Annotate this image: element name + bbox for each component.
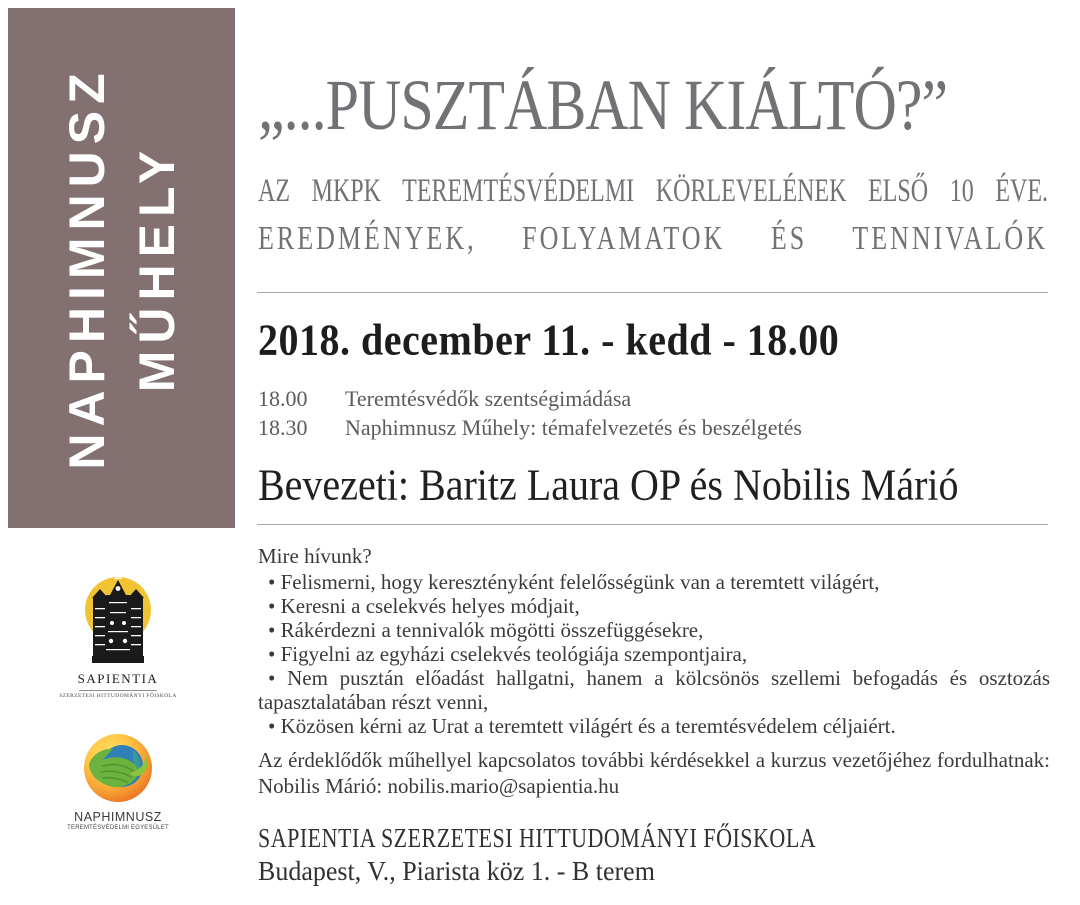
schedule: [258, 384, 1050, 442]
schedule-row: [258, 384, 1050, 413]
bullet-item: • Felismerni, hogy keresztényként felelősségünk van a teremtett világért,: [268, 570, 880, 594]
contact-text: Az érdeklődők műhellyel kapcsolatos további kérdésekkel a kurzus vezetőjéhez fordulhatnak: Nobilis Márió: nobilis.mario@sapientia.hu: [258, 748, 1050, 798]
schedule-time: 18.30: [258, 415, 308, 440]
sapientia-subtext: SZERZETESI HITTUDOMÁNYI FŐISKOLA: [59, 693, 177, 699]
sapientia-logo: [40, 568, 196, 699]
schedule-row: [258, 413, 1050, 442]
left-band: [8, 8, 235, 528]
naphimnusz-logo: [40, 733, 196, 831]
bullet-item: • Figyelni az egyházi cselekvés teológiája szempontjaira,: [268, 642, 748, 666]
band-title-line2: MŰHELY: [128, 143, 185, 393]
page-title: „...PUSZTÁBAN KIÁLTÓ?”: [258, 65, 948, 145]
presenters-line: Bevezeti: Baritz Laura OP és Nobilis Márió: [258, 459, 959, 510]
band-title-line1: NAPHIMNUSZ: [58, 66, 115, 470]
bullet-item: • Közösen kérni az Urat a teremtett világért és a teremtésvédelem céljaiért.: [268, 714, 896, 738]
subtitle-line1: AZ MKPK TEREMTÉSVÉDELMI KÖRLEVELÉNEK ELSŐ 10 ÉVE.: [258, 174, 1048, 210]
divider-top: [257, 292, 1048, 293]
sapientia-wordmark: SAPIENTIA: [77, 671, 159, 686]
naphimnusz-subtext: TEREMTÉSVÉDELMI EGYESÜLET: [67, 825, 169, 831]
bullet-item: • Nem pusztán előadást hallgatni, hanem a kölcsönös szellemi befogadás és osztozás tapasztalatában részt venni,: [258, 666, 1050, 714]
venue-address: Budapest, V., Piarista köz 1. - B terem: [258, 856, 655, 887]
divider-bottom: [257, 524, 1048, 525]
schedule-activity: Teremtésvédők szentségimádása: [345, 386, 632, 411]
sapientia-hairline: [79, 690, 157, 691]
invitation-heading: Mire hívunk?: [258, 544, 372, 568]
bullet-item: • Rákérdezni a tennivalók mögötti összefüggésekre,: [268, 618, 704, 642]
bullet-item: • Keresni a cselekvés helyes módjait,: [268, 594, 580, 618]
venue-name: SAPIENTIA SZERZETESI HITTUDOMÁNYI FŐISKOLA: [258, 822, 817, 854]
schedule-time: 18.00: [258, 386, 308, 411]
event-date: 2018. december 11. - kedd - 18.00: [258, 314, 840, 365]
sapientia-emblem-icon: [40, 568, 196, 670]
schedule-activity: Naphimnusz Műhely: témafelvezetés és beszélgetés: [345, 415, 802, 440]
invitation-bullets: [258, 570, 1050, 738]
naphimnusz-globe-icon: [83, 733, 153, 803]
subtitle-line2: EREDMÉNYEK, FOLYAMATOK ÉS TENNIVALÓK: [258, 219, 1048, 257]
band-title: [52, 66, 192, 469]
naphimnusz-wordmark: NAPHIMNUSZ: [74, 810, 162, 824]
